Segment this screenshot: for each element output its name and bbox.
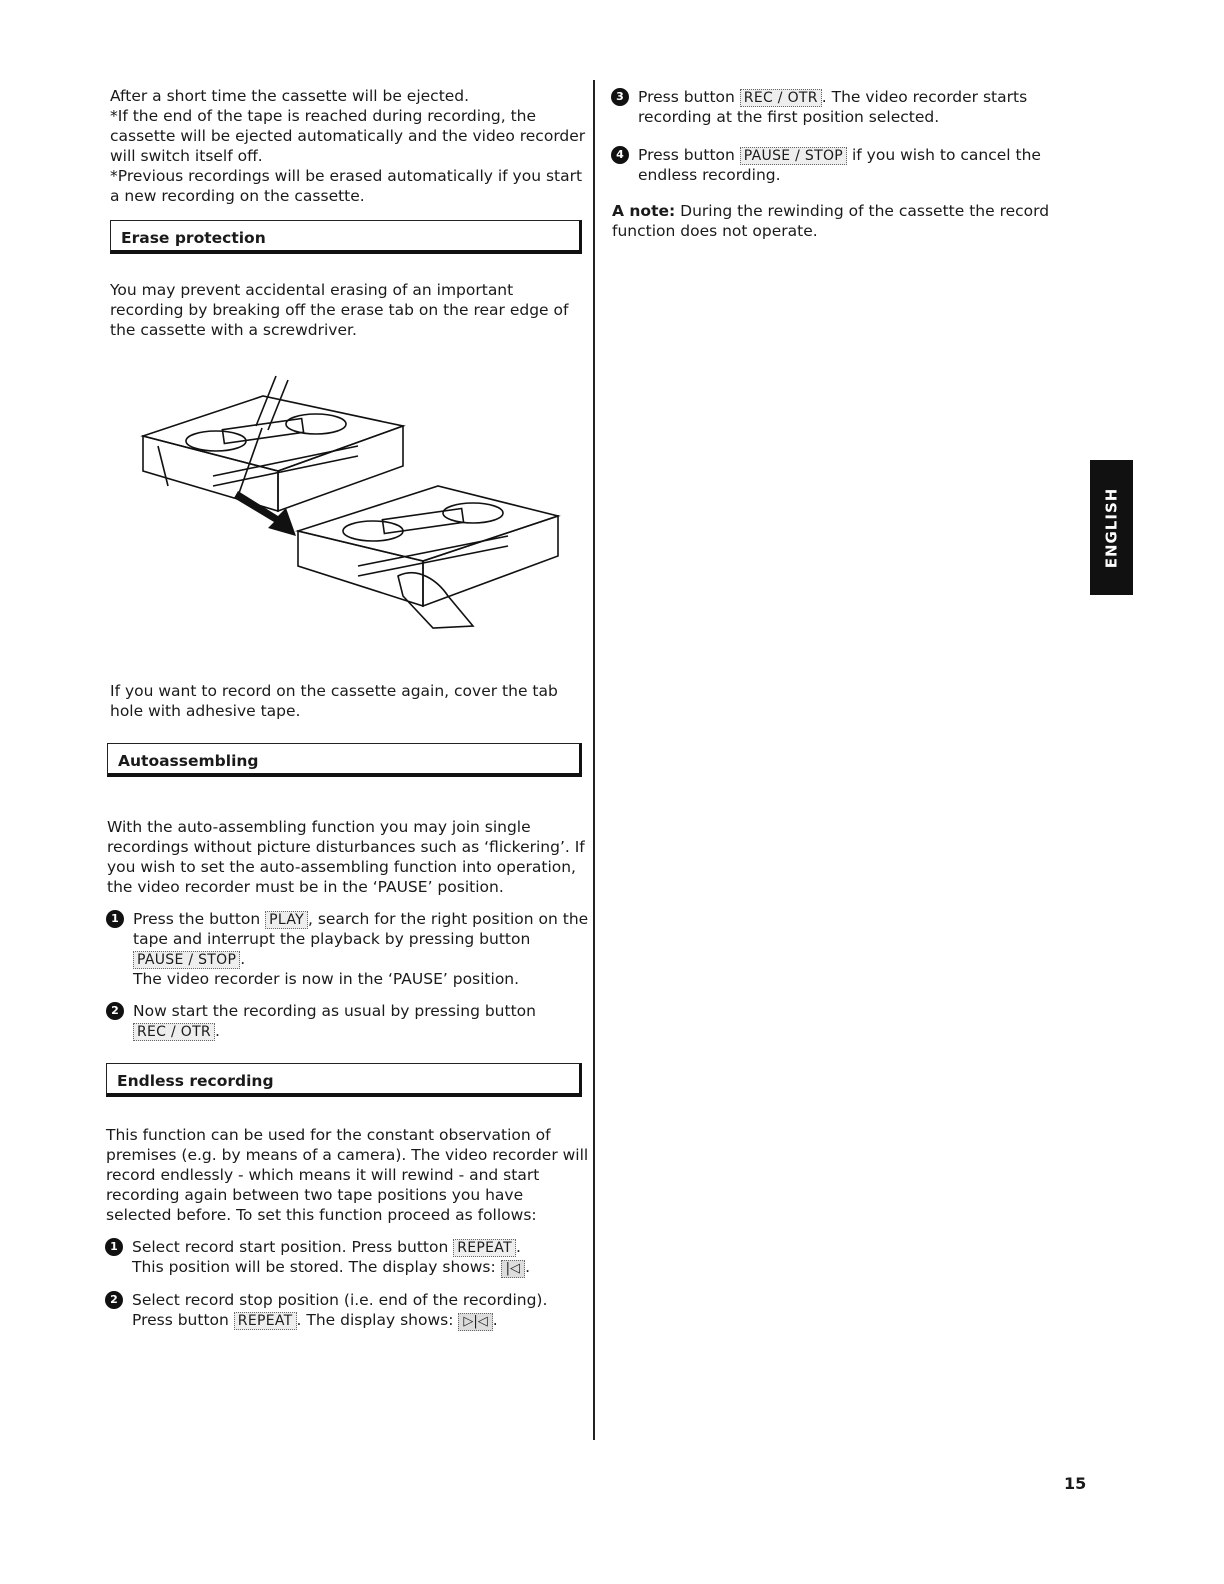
cassette-screwdriver-drawing (128, 366, 568, 656)
step-number-badge: 3 (611, 88, 629, 106)
endless-step2-text-b: Press button (132, 1311, 229, 1329)
auto-step1-text-d: The video recorder is now in the ‘PAUSE’ position. (133, 970, 520, 988)
auto-step1-text-a: Press the button (133, 910, 261, 928)
intro-line-2: *If the end of the tape is reached during recording, the cassette will be ejected automatically and the video recorder will switch itself off. (110, 107, 586, 165)
endless-heading-text: Endless recording (117, 1072, 274, 1090)
endless-step2-text-a: Select record stop position (i.e. end of the recording). (132, 1291, 548, 1309)
rec-otr-key: REC / OTR (740, 89, 822, 107)
endless-step-1 (106, 1237, 590, 1278)
rec-otr-key: REC / OTR (133, 1023, 215, 1041)
pause-stop-key: PAUSE / STOP (740, 147, 847, 165)
endless-step-2 (106, 1290, 590, 1331)
play-key: PLAY (265, 911, 308, 929)
pause-stop-key: PAUSE / STOP (133, 951, 240, 969)
step-number-badge: 2 (105, 1291, 123, 1309)
endless-step1-text-c: This position will be stored. The display shows: (132, 1258, 496, 1276)
auto-step2-text-a: Now start the recording as usual by pressing button (133, 1002, 536, 1020)
step3-text-a: Press button (638, 88, 735, 106)
endless-step2-text-c: . The display shows: (296, 1311, 454, 1329)
auto-step1-text-b: , search for the right position on the tape and interrupt the playback by pressing button (133, 910, 589, 948)
repeat-key: REPEAT (453, 1239, 516, 1257)
auto-heading-text: Autoassembling (118, 752, 259, 770)
step-number-badge: 4 (611, 146, 629, 164)
endless-text: This function can be used for the constant observation of premises (e.g. by means of a camera). The video recorder will record endlessly - which means it will rewind - and start recording again between two tape positions you have selected before. To set this function proceed as follows: (106, 1126, 589, 1224)
left-column (106, 86, 590, 1343)
auto-text: With the auto-assembling function you may join single recordings without picture disturbances such as ‘flickering’. If you wish to set the auto-assembling function into operation, the video recorder must be in the ‘PAUSE’ position. (107, 818, 585, 896)
display-indicator: |◁ (501, 1260, 525, 1278)
note-text: During the rewinding of the cassette the record function does not operate. (612, 202, 1050, 240)
step4-text-b: if you wish to cancel the endless recording. (638, 146, 1041, 184)
erase-after-text: If you want to record on the cassette again, cover the tab hole with adhesive tape. (110, 682, 558, 720)
side-tab-label: ENGLISH (1102, 487, 1121, 568)
repeat-key: REPEAT (234, 1312, 297, 1330)
erase-text: You may prevent accidental erasing of an important recording by breaking off the erase tab on the rear edge of the cassette with a screwdriver. (110, 281, 569, 339)
endless-step1-text-b: . (515, 1238, 521, 1256)
endless-step-4 (612, 145, 1082, 185)
step3-text-b: . The video recorder starts recording at the first position selected. (638, 88, 1028, 126)
auto-step-1 (107, 909, 590, 989)
endless-recording-heading (106, 1063, 582, 1097)
endless-step1-text-d: . (525, 1258, 530, 1276)
cassette-illustration (128, 366, 590, 661)
step4-text-a: Press button (638, 146, 735, 164)
intro-line-3: *Previous recordings will be erased automatically if you start a new recording on the cassette. (110, 167, 583, 205)
auto-step-2 (107, 1001, 590, 1041)
erase-protection-heading (110, 220, 582, 254)
note-paragraph (612, 201, 1082, 241)
auto-step2-text-b: . (214, 1022, 220, 1040)
note-label: A note: (612, 202, 676, 220)
intro-line-1: After a short time the cassette will be ejected. (110, 87, 470, 105)
intro-block (110, 86, 590, 206)
column-divider (593, 80, 595, 1440)
language-side-tab (1090, 460, 1133, 595)
autoassembling-heading (107, 743, 582, 777)
step-number-badge: 1 (106, 910, 124, 928)
auto-step1-text-c: . (240, 950, 246, 968)
page-number: 15 (1064, 1474, 1087, 1493)
endless-step-3 (612, 87, 1082, 127)
step-number-badge: 1 (105, 1238, 123, 1256)
endless-step1-text-a: Select record start position. Press button (132, 1238, 449, 1256)
endless-step2-text-d: . (492, 1311, 498, 1329)
step-number-badge: 2 (106, 1002, 124, 1020)
right-column (612, 87, 1082, 241)
display-indicator: ▷|◁ (458, 1313, 492, 1331)
erase-heading-text: Erase protection (121, 229, 266, 247)
